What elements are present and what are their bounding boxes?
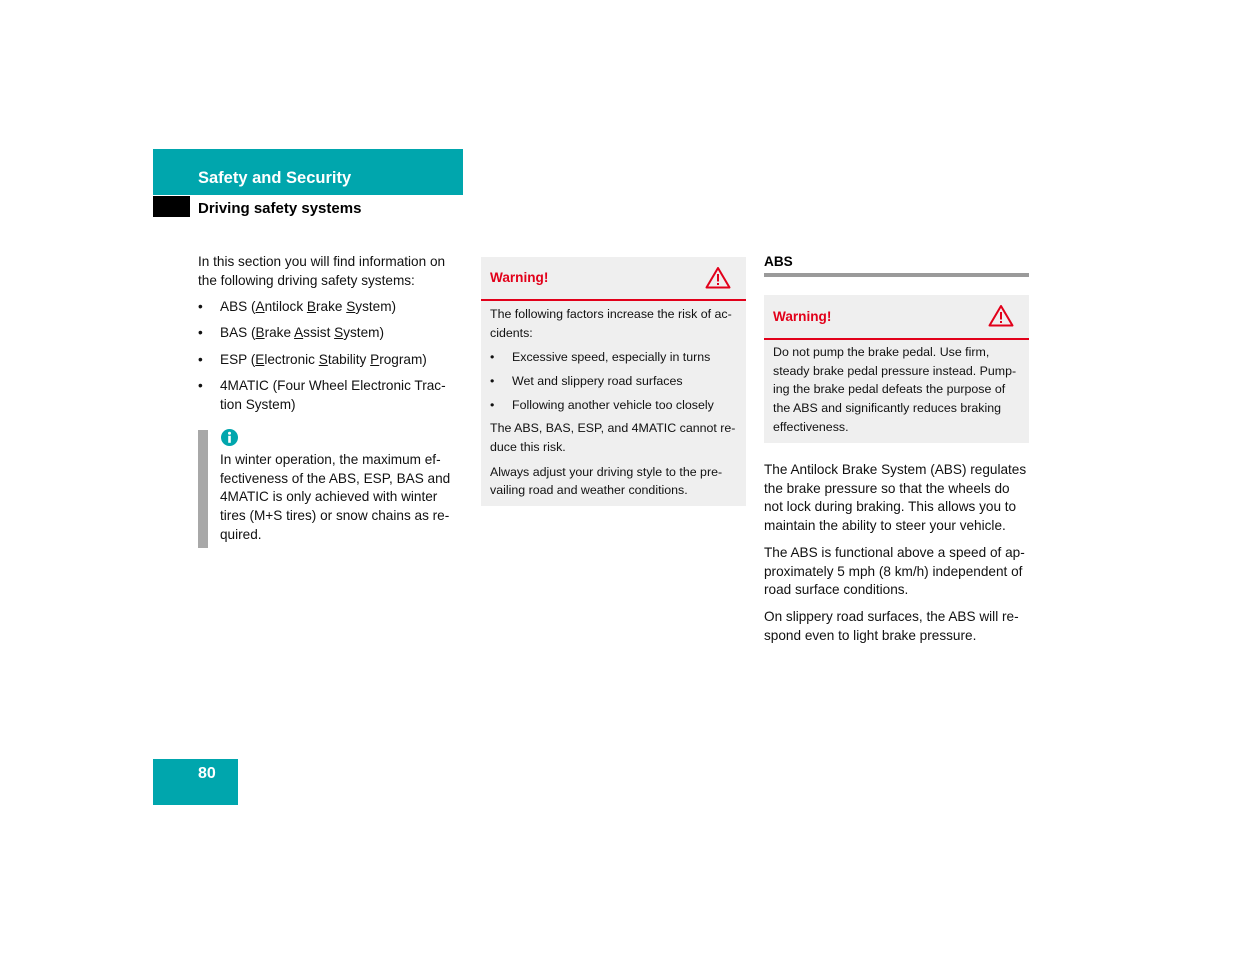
info-note-text: In winter operation, the maximum ef-fectiveness of the ABS, ESP, BAS and 4MATIC is only achieved with winter tires (M+S tires) or snow chains as re-quired. (220, 452, 451, 542)
bullet-glyph: • (198, 325, 203, 341)
system-4matic: 4MATIC (Four Wheel Electronic Trac-tion System) (220, 377, 446, 412)
list-item: • Excessive speed, especially in turns (490, 348, 740, 367)
list-item (198, 351, 466, 370)
list-item (198, 298, 466, 317)
bullet-glyph: • (198, 377, 203, 393)
warning-paragraph: Always adjust your driving style to the pre-vailing road and weather conditions. (490, 464, 723, 498)
warning-box-risk-factors (481, 257, 746, 506)
section-tab-marker (153, 196, 190, 217)
page-number-box (153, 759, 238, 805)
section-title: Safety and Security (198, 169, 352, 187)
warning-body (490, 305, 740, 500)
list-item: • Wet and slippery road surfaces (490, 372, 740, 391)
list-item: • Following another vehicle too closely (490, 396, 740, 415)
intro-paragraph: In this section you will find information on the following driving safety systems: (198, 254, 446, 288)
bullet-glyph: • (198, 299, 203, 314)
warning-label: Warning! (490, 270, 549, 285)
note-side-bar (198, 430, 208, 548)
warning-paragraph: The ABS, BAS, ESP, and 4MATIC cannot re-duce this risk. (490, 421, 736, 454)
abs-heading: ABS (764, 254, 793, 269)
risk-factors-list (490, 348, 740, 414)
list-item (198, 324, 466, 343)
subsection-title: Driving safety systems (198, 200, 362, 217)
warning-label: Warning! (773, 309, 832, 324)
system-bas: BAS (Brake Assist System) (220, 325, 384, 341)
abs-body (764, 461, 1032, 645)
systems-list (198, 298, 466, 422)
info-icon (221, 429, 238, 446)
abs-paragraph: The ABS is functional above a speed of ap-proximately 5 mph (8 km/h) independent of road surface conditions. (764, 544, 1025, 598)
abs-paragraph: The Antilock Brake System (ABS) regulates the brake pressure so that the wheels do not lock during braking. This allows you to maintain the ability to steer your vehicle. (764, 462, 1027, 534)
warning-header (764, 295, 1029, 340)
bullet-glyph: • (490, 374, 495, 388)
abs-paragraph: On slippery road surfaces, the ABS will re-spond even to light brake pressure. (764, 608, 1019, 643)
bullet-glyph: • (490, 397, 495, 412)
heading-rule (764, 273, 1029, 277)
bullet-glyph: • (198, 351, 203, 367)
warning-text: Do not pump the brake pedal. Use firm, steady brake pedal pressure instead. Pump-ing the brake pedal defeats the purpose of the ABS and significantly reduces braking effectiveness. (773, 345, 1017, 434)
list-item (198, 377, 466, 414)
warning-triangle-icon (705, 266, 731, 289)
warning-header (481, 257, 746, 301)
warning-triangle-icon (988, 304, 1014, 327)
warning-box-brake-pedal (764, 295, 1029, 443)
warning-intro: The following factors increase the risk of ac-cidents: (490, 307, 732, 340)
system-esp: ESP (Electronic Stability Program) (220, 351, 427, 367)
system-abs: ABS (Antilock Brake System) (220, 299, 397, 314)
page-number: 80 (198, 765, 216, 782)
bullet-glyph: • (490, 350, 495, 365)
